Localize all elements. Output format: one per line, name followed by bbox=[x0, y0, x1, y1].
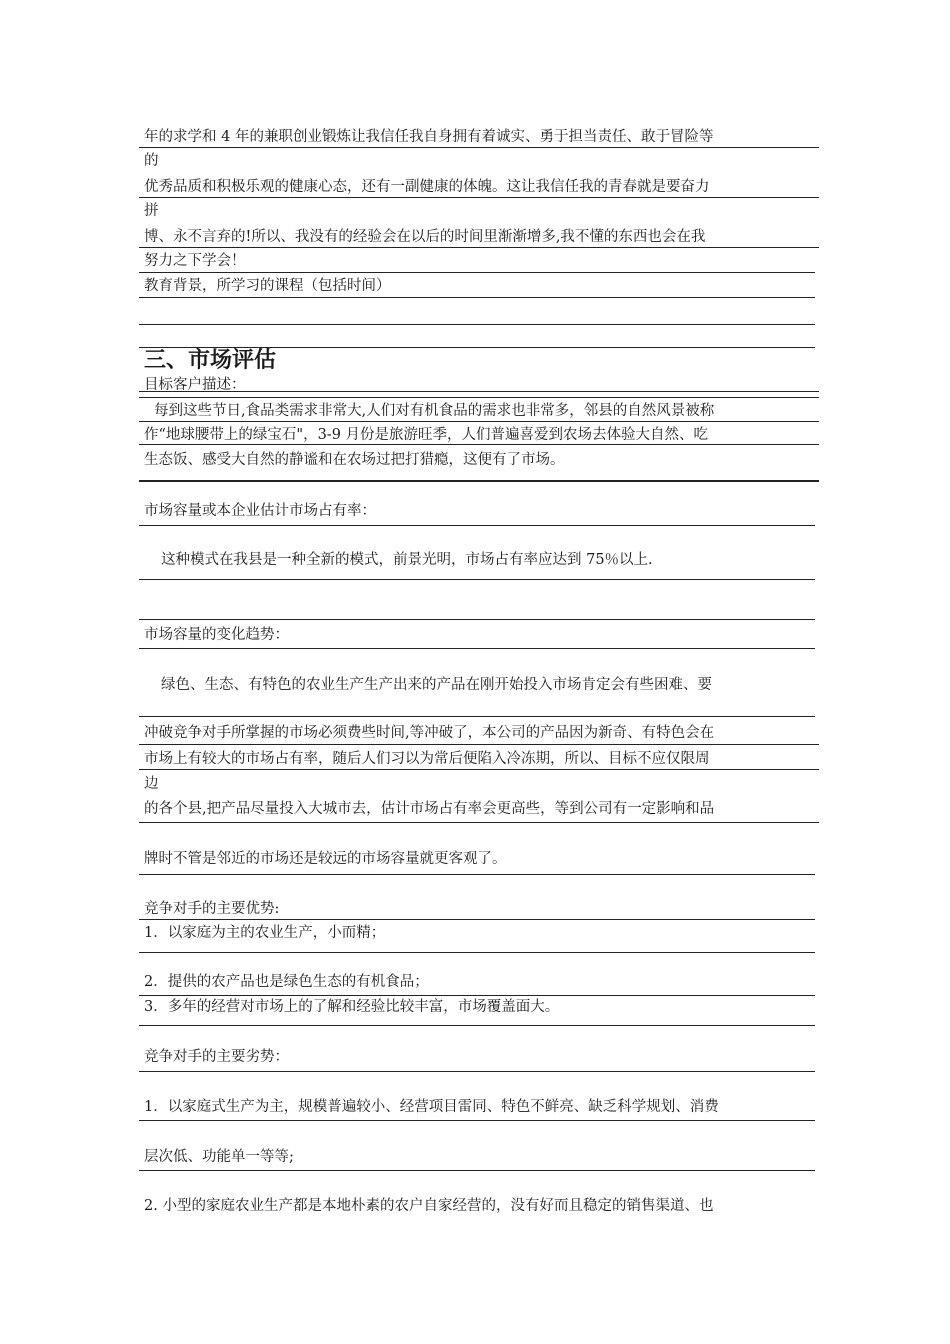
trend-line: 市场上有较大的市场占有率，随后人们习以为常后便陷入冷冻期，所以、目标不应仅限周 bbox=[144, 751, 710, 767]
disadvantage-item: 层次低、功能单一等等; bbox=[144, 1149, 294, 1165]
trend-line: 的各个县,把产品尽量投入大城市去，估计市场占有率会更高些，等到公司有一定影响和品 bbox=[144, 801, 715, 817]
target-line: 每到这些节日,食品类需求非常大,人们对有机食品的需求也非常多，邻县的自然风景被称 bbox=[154, 403, 715, 419]
intro-line: 拼 bbox=[144, 203, 159, 219]
underline bbox=[139, 421, 819, 422]
intro-line: 的 bbox=[144, 153, 159, 169]
underline bbox=[139, 648, 815, 649]
target-line: 生态饭、感受大自然的静谧和在农场过把打猎瘾，这便有了市场。 bbox=[144, 452, 565, 468]
disadvantage-item: 1．以家庭式生产为主，规模普遍较小、经营项目雷同、特色不鲜亮、缺乏科学规划、消费 bbox=[144, 1099, 719, 1115]
intro-line: 年的求学和 4 年的兼职创业锻炼让我信任我自身拥有着诚实、勇于担当责任、敢于冒险等 bbox=[144, 129, 714, 145]
underline bbox=[139, 444, 819, 445]
intro-line: 努力之下学会！ bbox=[144, 253, 246, 269]
underline bbox=[139, 952, 815, 953]
section-heading: 三、市场评估 bbox=[144, 348, 277, 373]
underline bbox=[139, 716, 815, 717]
underline bbox=[139, 397, 819, 398]
underline bbox=[139, 272, 815, 273]
underline bbox=[139, 391, 819, 392]
trend-line: 绿色、生态、有特色的农业生产生产出来的产品在刚开始投入市场肯定会有些困难、要 bbox=[161, 677, 712, 693]
underline bbox=[139, 769, 819, 770]
education-label: 教育背景，所学习的课程（包括时间） bbox=[144, 278, 391, 294]
intro-line: 优秀品质和积极乐观的健康心态，还有一副健康的体魄。这让我信任我的青春就是要奋力 bbox=[144, 179, 710, 195]
underline bbox=[139, 480, 819, 482]
underline bbox=[139, 744, 819, 745]
underline bbox=[139, 1170, 815, 1171]
underline bbox=[139, 297, 815, 298]
underline bbox=[139, 247, 819, 248]
underline bbox=[139, 197, 819, 198]
intro-line: 博、永不言弃的!所以、我没有的经验会在以后的时间里渐渐增多,我不懂的东西也会在我 bbox=[144, 229, 706, 245]
target-label: 目标客户描述： bbox=[144, 377, 246, 393]
trend-line: 牌时不管是邻近的市场还是较远的市场容量就更客观了。 bbox=[144, 851, 507, 867]
underline bbox=[139, 1025, 815, 1026]
capacity-label: 市场容量或本企业估计市场占有率： bbox=[144, 503, 376, 519]
trend-line: 冲破竞争对手所掌握的市场必须费些时间,等冲破了，本公司的产品因为新奇、有特色会在 bbox=[144, 725, 715, 741]
advantage-item: 2．提供的农产品也是绿色生态的有机食品； bbox=[144, 974, 429, 990]
underline bbox=[139, 1071, 815, 1072]
underline bbox=[139, 619, 815, 620]
underline bbox=[139, 874, 815, 875]
underline bbox=[139, 919, 815, 920]
target-line: 作“地球腰带上的绿宝石"，3-9 月份是旅游旺季，人们普遍喜爱到农场去体验大自然、吃 bbox=[144, 427, 709, 443]
underline bbox=[139, 324, 815, 325]
advantage-item: 1．以家庭为主的农业生产，小而精； bbox=[144, 925, 386, 941]
disadvantage-item: 2. 小型的家庭农业生产都是本地朴素的农户自家经营的，没有好而且稳定的销售渠道、也 bbox=[144, 1198, 714, 1214]
advantage-item: 3．多年的经营对市场上的了解和经验比较丰富，市场覆盖面大。 bbox=[144, 999, 560, 1015]
underline bbox=[139, 1120, 815, 1121]
advantage-label: 竞争对手的主要优势: bbox=[144, 901, 280, 917]
underline bbox=[139, 822, 819, 823]
trend-label: 市场容量的变化趋势： bbox=[144, 627, 289, 643]
disadvantage-label: 竞争对手的主要劣势： bbox=[144, 1049, 289, 1065]
trend-line: 边 bbox=[144, 776, 159, 792]
underline bbox=[139, 147, 819, 148]
capacity-text: 这种模式在我县是一种全新的模式，前景光明，市场占有率应达到 75％以上. bbox=[161, 552, 653, 568]
underline bbox=[139, 579, 815, 580]
underline bbox=[139, 995, 815, 996]
underline bbox=[139, 525, 815, 526]
